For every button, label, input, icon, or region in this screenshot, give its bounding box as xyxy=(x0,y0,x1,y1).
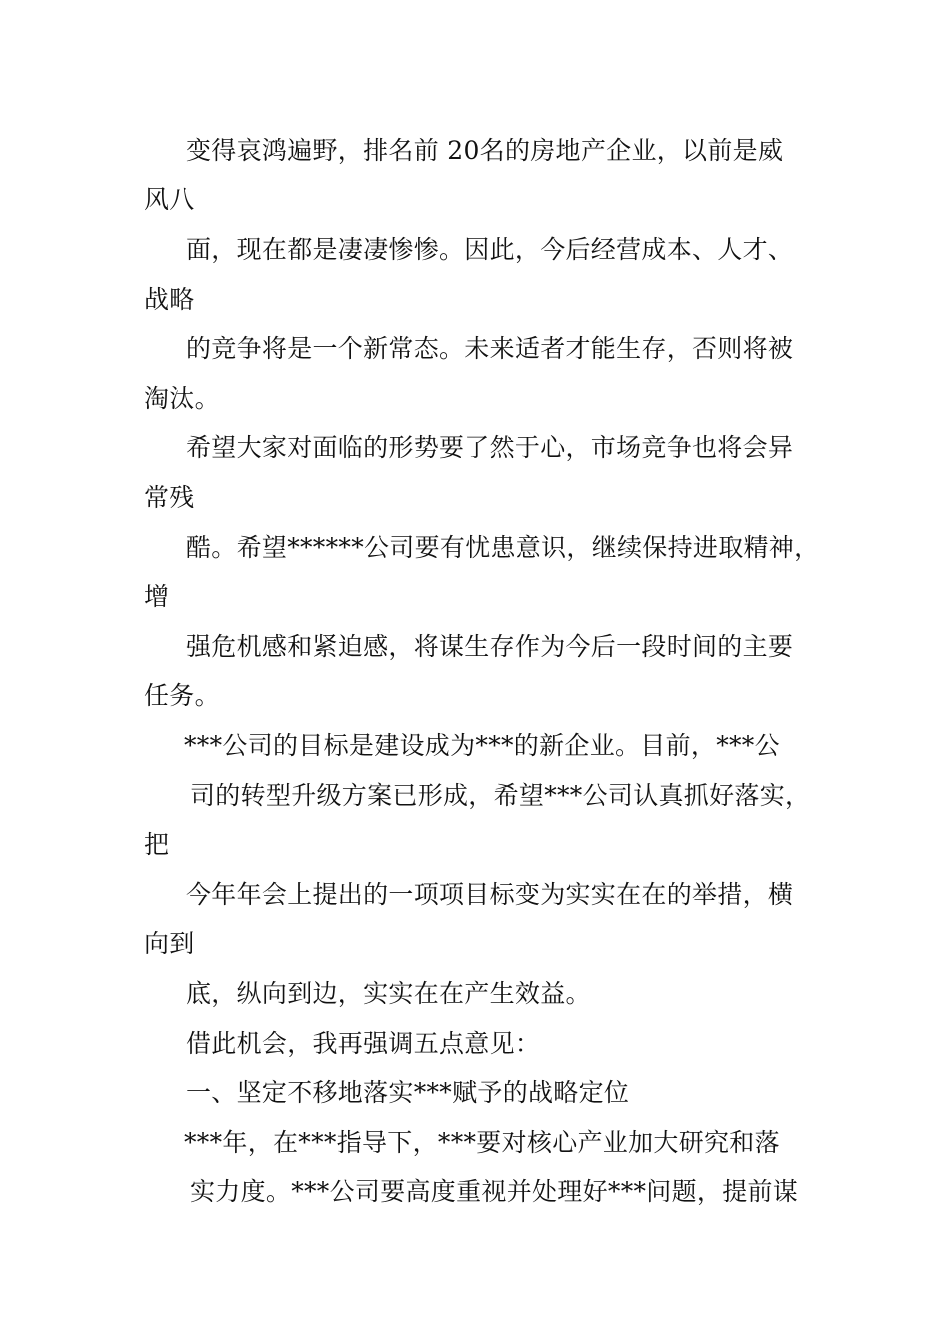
text-line: 常残 xyxy=(144,483,195,512)
text-line: 底，纵向到边，实实在在产生效益。 xyxy=(186,979,591,1008)
text-line: 借此机会，我再强调五点意见： xyxy=(186,1029,541,1058)
section-heading: 一、坚定不移地落实***赋予的战略定位 xyxy=(186,1078,630,1107)
text-line: ***年，在***指导下，***要对核心产业加大研究和落 xyxy=(184,1128,780,1157)
text-line: 的竞争将是一个新常态。未来适者才能生存，否则将被 xyxy=(186,334,794,363)
text-line: 战略 xyxy=(144,285,195,314)
text-line: 淘汰。 xyxy=(144,384,220,413)
text-line: 酷。希望******公司要有忧患意识，继续保持进取精神， xyxy=(186,533,820,562)
text-line: 把 xyxy=(144,830,170,859)
text-line: ***公司的目标是建设成为***的新企业。目前，***公 xyxy=(184,731,780,760)
text-line: 面，现在都是凄凄惨惨。因此，今后经营成本、人才、 xyxy=(186,235,794,264)
text-line: 增 xyxy=(144,582,170,611)
text-line: 变得哀鸿遍野，排名前 20名的房地产企业，以前是威 xyxy=(186,136,784,165)
text-line: 向到 xyxy=(144,929,195,958)
text-line: 风八 xyxy=(144,185,195,214)
text-line: 任务。 xyxy=(144,681,220,710)
text-line: 实力度。***公司要高度重视并处理好***问题，提前谋 xyxy=(190,1177,799,1206)
text-line: 希望大家对面临的形势要了然于心，市场竞争也将会异 xyxy=(186,433,794,462)
text-line: 今年年会上提出的一项项目标变为实实在在的举措，横 xyxy=(186,880,794,909)
text-line: 强危机感和紧迫感，将谋生存作为今后一段时间的主要 xyxy=(186,632,794,661)
text-line: 司的转型升级方案已形成，希望***公司认真抓好落实， xyxy=(190,781,811,810)
